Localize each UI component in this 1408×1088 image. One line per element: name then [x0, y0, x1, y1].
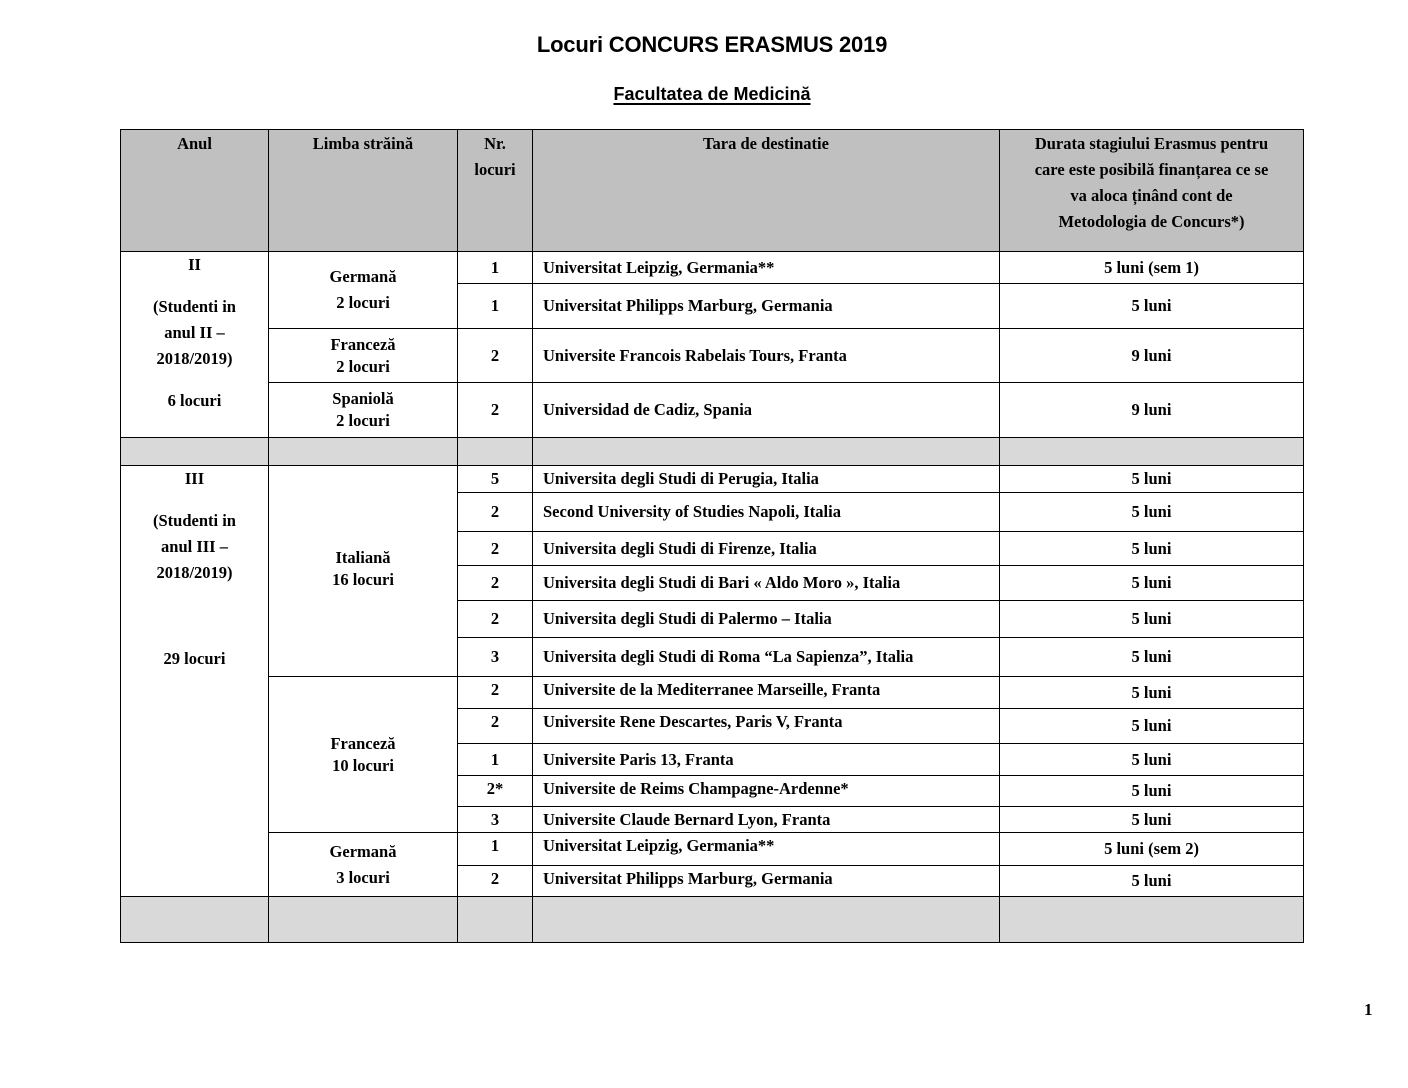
duration-cell: 9 luni [999, 382, 1304, 438]
destination-cell: Universite Claude Bernard Lyon, Franta [532, 806, 1000, 833]
destination-cell: Universitat Philipps Marburg, Germania [532, 283, 1000, 329]
nr-locuri-cell: 2 [457, 708, 533, 744]
duration-cell: 5 luni [999, 637, 1304, 677]
duration-cell: 5 luni [999, 465, 1304, 493]
nr-locuri-cell: 1 [457, 832, 533, 866]
destination-cell: Universite de la Mediterranee Marseille, Franta [532, 676, 1000, 709]
separator-cell [457, 896, 533, 943]
destination-cell: Universite Francois Rabelais Tours, Franta [532, 328, 1000, 383]
nr-locuri-cell: 2 [457, 865, 533, 897]
duration-cell: 5 luni [999, 492, 1304, 532]
separator-cell [999, 437, 1304, 466]
duration-cell: 9 luni [999, 328, 1304, 383]
duration-cell: 5 luni (sem 2) [999, 832, 1304, 866]
page-number: 1 [1364, 1000, 1373, 1019]
duration-cell: 5 luni [999, 676, 1304, 709]
header-anul: Anul [120, 129, 269, 252]
destination-cell: Universita degli Studi di Perugia, Italia [532, 465, 1000, 493]
separator-cell [268, 896, 458, 943]
year-cell-ii: II (Studenti in anul II – 2018/2019) 6 locuri [120, 251, 269, 438]
separator-cell [457, 437, 533, 466]
header-durata-stagiu: Durata stagiului Erasmus pentru care este posibilă finanțarea ce se va aloca ținând cont de Metodologia de Concurs*) [999, 129, 1304, 252]
separator-cell [999, 896, 1304, 943]
language-cell: Italiană 16 locuri [268, 465, 458, 677]
destination-cell: Universita degli Studi di Bari « Aldo Moro », Italia [532, 565, 1000, 601]
language-cell: Germană 2 locuri [268, 251, 458, 329]
nr-locuri-cell: 1 [457, 743, 533, 776]
duration-cell: 5 luni [999, 531, 1304, 566]
duration-cell: 5 luni [999, 708, 1304, 744]
duration-cell: 5 luni [999, 775, 1304, 807]
separator-cell [532, 896, 1000, 943]
nr-locuri-cell: 3 [457, 637, 533, 677]
header-tara-destinatie: Tara de destinatie [532, 129, 1000, 252]
nr-locuri-cell: 2 [457, 328, 533, 383]
duration-cell: 5 luni [999, 283, 1304, 329]
nr-locuri-cell: 2* [457, 775, 533, 807]
nr-locuri-cell: 2 [457, 676, 533, 709]
faculty-subtitle: Facultatea de Medicină [613, 84, 811, 104]
duration-cell: 5 luni [999, 565, 1304, 601]
header-nr-locuri: Nr. locuri [457, 129, 533, 252]
destination-cell: Universita degli Studi di Roma “La Sapienza”, Italia [532, 637, 1000, 677]
nr-locuri-cell: 3 [457, 806, 533, 833]
duration-cell: 5 luni (sem 1) [999, 251, 1304, 284]
nr-locuri-cell: 5 [457, 465, 533, 493]
destination-cell: Universitat Leipzig, Germania** [532, 832, 1000, 866]
destination-cell: Universidad de Cadiz, Spania [532, 382, 1000, 438]
destination-cell: Universita degli Studi di Firenze, Italia [532, 531, 1000, 566]
separator-cell [268, 437, 458, 466]
nr-locuri-cell: 2 [457, 531, 533, 566]
language-cell: Germană 3 locuri [268, 832, 458, 897]
nr-locuri-cell: 1 [457, 251, 533, 284]
destination-cell: Universitat Leipzig, Germania** [532, 251, 1000, 284]
language-cell: Franceză 2 locuri [268, 328, 458, 383]
nr-locuri-cell: 2 [457, 492, 533, 532]
separator-cell [120, 896, 269, 943]
duration-cell: 5 luni [999, 865, 1304, 897]
nr-locuri-cell: 2 [457, 565, 533, 601]
duration-cell: 5 luni [999, 600, 1304, 638]
nr-locuri-cell: 2 [457, 600, 533, 638]
duration-cell: 5 luni [999, 743, 1304, 776]
duration-cell: 5 luni [999, 806, 1304, 833]
header-limba-straina: Limba străină [268, 129, 458, 252]
destination-cell: Universite Rene Descartes, Paris V, Franta [532, 708, 1000, 744]
year-cell-iii: III (Studenti in anul III – 2018/2019) 29 locuri [120, 465, 269, 897]
document-title: Locuri CONCURS ERASMUS 2019 [536, 32, 888, 57]
destination-cell: Universita degli Studi di Palermo – Italia [532, 600, 1000, 638]
nr-locuri-cell: 1 [457, 283, 533, 329]
language-cell: Franceză 10 locuri [268, 676, 458, 833]
language-cell: Spaniolă 2 locuri [268, 382, 458, 438]
destination-cell: Universite Paris 13, Franta [532, 743, 1000, 776]
separator-cell [532, 437, 1000, 466]
nr-locuri-cell: 2 [457, 382, 533, 438]
destination-cell: Universitat Philipps Marburg, Germania [532, 865, 1000, 897]
separator-cell [120, 437, 269, 466]
destination-cell: Universite de Reims Champagne-Ardenne* [532, 775, 1000, 807]
destination-cell: Second University of Studies Napoli, Italia [532, 492, 1000, 532]
